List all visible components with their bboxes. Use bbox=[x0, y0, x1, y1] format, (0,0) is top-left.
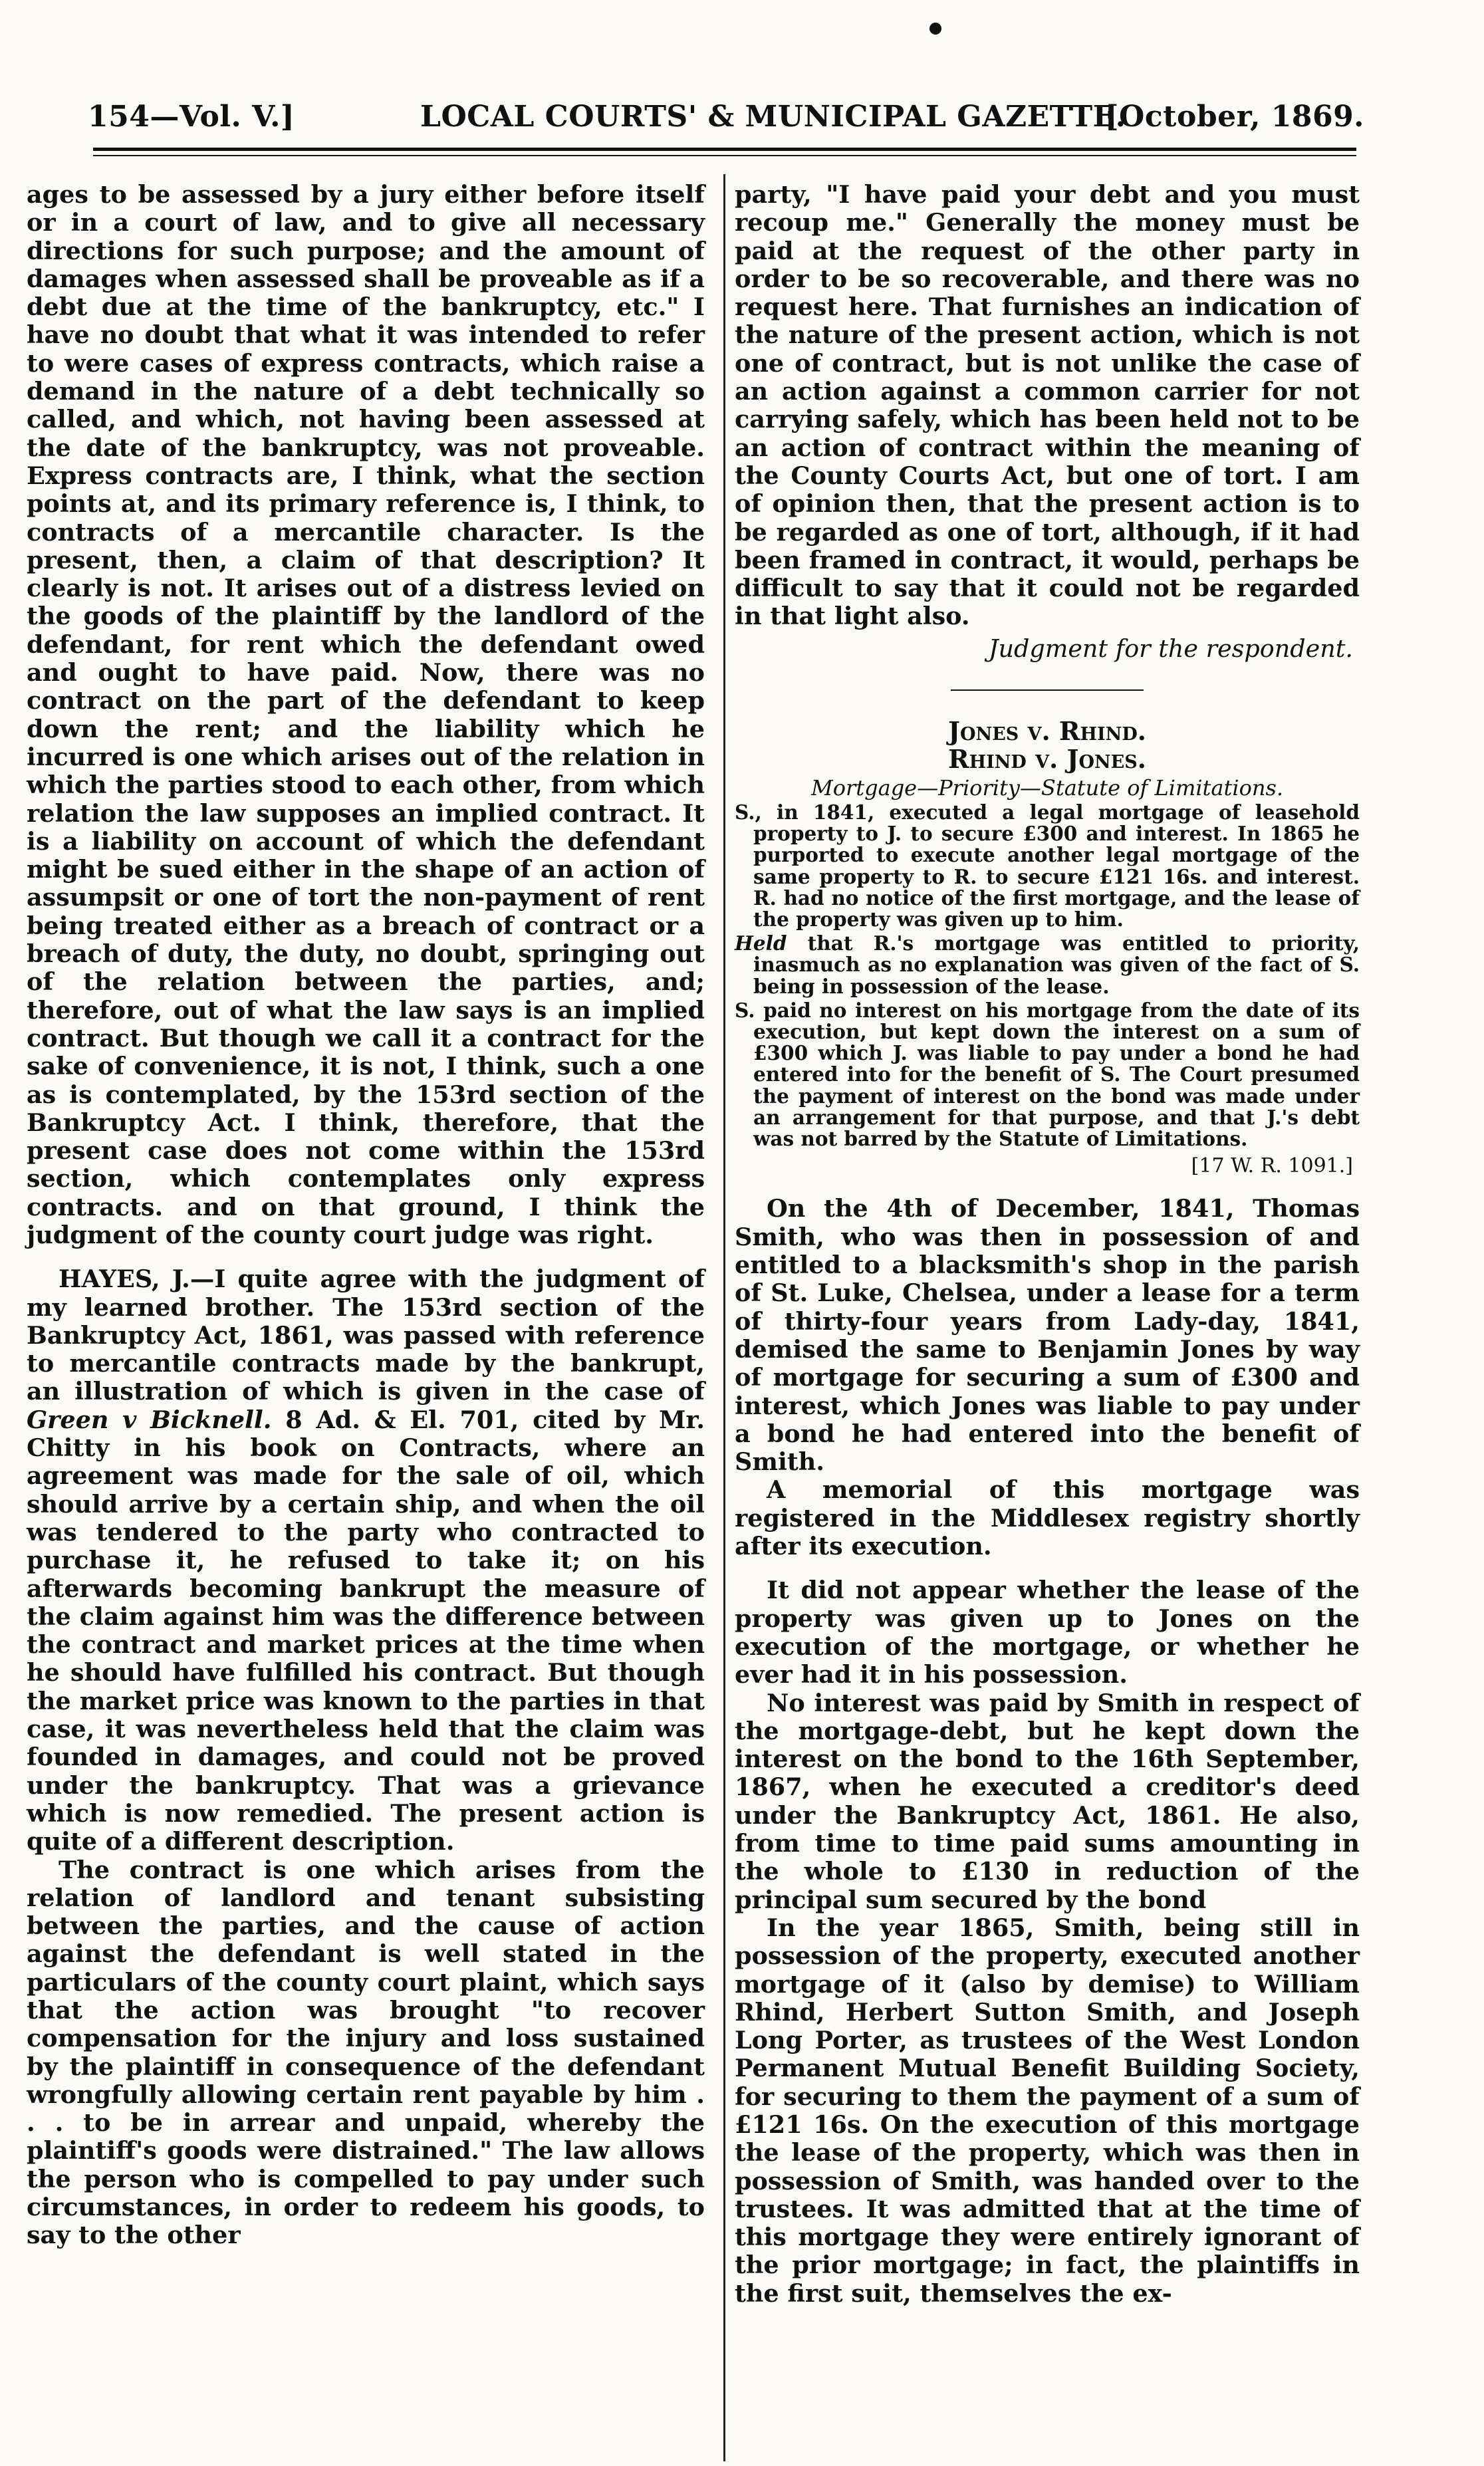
paragraph-text: HAYES, J.—I quite agree with the judgment of my learned brother. The 153rd section of the Bankruptcy Act, 1861, was passed with reference to mercantile contracts made by the bankrupt, an illustration of which is given in the case of bbox=[27, 1265, 705, 1406]
paragraph: On the 4th of December, 1841, Thomas Smith, who was then in possession of and entitled to a blacksmith's shop in the parish of St. Luke, Chelsea, under a lease for a term of thirty-four years from Lady-day, 1841, demised the same to Benjamin Jones by way of mortgage for securing a sum of £300 and interest, which Jones was liable to pay under a bond he had entered into the benefit of Smith. bbox=[735, 1194, 1360, 1477]
right-column bbox=[735, 181, 1360, 2308]
judgment-line: Judgment for the respondent. bbox=[988, 634, 1353, 663]
paragraph-text: 8 Ad. & El. 701, cited by Mr. Chitty in his book on Contracts, where an agreement was made for the sale of oil, which should arrive by a certain ship, and when the oil was tendered to the party who contracted to purchase it, he refused to take it; on his afterwards becoming bankrupt the measure of the claim against him was the difference between the contract and market prices at the time when he should have fulfilled his contract. But though the market price was known to the parties in that case, it was nevertheless held that the claim was founded in damages, and could not be proved under the bankruptcy. That was a grievance which is now remedied. The present action is quite of a different description. bbox=[27, 1405, 705, 1856]
column-divider bbox=[723, 174, 725, 2461]
paragraph: In the year 1865, Smith, being still in possession of the property, executed another mortgage of it (also by demise) to William Rhind, Herbert Sutton Smith, and Joseph Long Porter, as trustees of the West London Permanent Mutual Benefit Building Society, for securing to them the payment of a sum of £121 16s. On the execution of this mortgage the lease of the property, which was then in possession of Smith, was handed over to the trustees. It was admitted that at the time of this mortgage they were entirely ignorant of the prior mortgage; in fact, the plaintiffs in the first suit, themselves the ex- bbox=[735, 1913, 1360, 2308]
report-citation: [17 W. R. 1091.] bbox=[1191, 1154, 1353, 1178]
publication-title: LOCAL COURTS' & MUNICIPAL GAZETTE. bbox=[420, 100, 1126, 134]
case-title: Rhind v. Jones. bbox=[948, 744, 1146, 775]
headnote: S. paid no interest on his mortgage from the date of its execution, but kept down the interest on a sum of £300 which J. was liable to pay under a bond he had entered into for the benefit of S. The Court presumed the payment of interest on the bond was made under an arrangement for that purpose, and that J.'s debt was not barred by the Statute of Limitations. bbox=[735, 998, 1360, 1150]
headnote bbox=[735, 933, 1360, 997]
section-separator bbox=[951, 689, 1144, 691]
paragraph: The contract is one which arises from the relation of landlord and tenant subsisting between the parties, and the cause of action against the defendant is well stated in the particulars of the county court plaint, which says that the action was brought "to recover compensation for the injury and loss sustained by the plaintiff in consequence of the defendant wrongfully allowing certain rent payable by him . . . to be in arrear and unpaid, whereby the plaintiff's goods were distrained." The law allows the person who is compelled to pay under such circumstances, in order to redeem his goods, to say to the other bbox=[27, 1855, 705, 2250]
case-subject: Mortgage—Priority—Statute of Limitations. bbox=[810, 775, 1284, 801]
case-citation: Green v Bicknell. bbox=[27, 1405, 272, 1434]
page-volume: 154—Vol. V.] bbox=[88, 100, 295, 134]
paragraph: party, "I have paid your debt and you must recoup me." Generally the money must be paid at the request of the other party in order to be so recoverable, and there was no request here. That furnishes an indication of the nature of the present action, which is not one of contract, but is not unlike the case of an action against a common carrier for not carrying safely, which has been held not to be an action of contract within the meaning of the County Courts Act, but one of tort. I am of opinion then, that the present action is to be regarded as one of tort, although, if it had been framed in contract, it would, perhaps be difficult to say that it could not be regarded in that light also. bbox=[735, 180, 1360, 631]
paragraph: No interest was paid by Smith in respect of the mortgage-debt, but he kept down the interest on the bond to the 16th September, 1867, when he executed a creditor's deed under the Bankruptcy Act, 1861. He also, from time to time paid sums amounting in the whole to £130 in reduction of the principal sum secured by the bond bbox=[735, 1688, 1360, 1914]
header-rule-thick bbox=[93, 148, 1356, 151]
left-column bbox=[27, 181, 705, 2250]
issue-date: [October, 1869. bbox=[1104, 100, 1364, 134]
held-label: Held bbox=[735, 931, 787, 955]
headnote-text: that R.'s mortgage was entitled to priority, inasmuch as no explanation was given of the fact of S. being in possession of the lease. bbox=[753, 931, 1360, 998]
header-rule-thin bbox=[93, 155, 1356, 156]
paragraph: ages to be assessed by a jury either before itself or in a court of law, and to give all necessary directions for such purpose; and the amount of damages when assessed shall be proveable as if a debt due at the time of the bankruptcy, etc." I have no doubt that what it was intended to refer to were cases of express contracts, which raise a demand in the nature of a debt technically so called, and which, not having been assessed at the date of the bankruptcy, was not proveable. Express contracts are, I think, what the section points at, and its primary reference is, I think, to contracts of a mercantile character. Is the present, then, a claim of that description? It clearly is not. It arises out of a distress levied on the goods of the plaintiff by the landlord of the defendant, for rent which the defendant owed and ought to have paid. Now, there was no contract on the part of the defendant to keep down the rent; and the liability which he incurred is one which arises out of the relation in which the parties stood to each other, from which relation the law supposes an implied contract. It is a liability on account of which the defendant might be sued either in the shape of an action of assumpsit or one of tort the non-payment of rent being treated either as a breach of contract or a breach of duty, the duty, no doubt, springing out of the relation between the parties, and; therefore, out of what the law says is an implied contract. But though we call it a contract for the sake of convenience, it is not, I think, such a one as is contemplated, by the 153rd section of the Bankruptcy Act. I think, therefore, that the present case does not come within the 153rd section, which contemplates only express contracts. and on that ground, I think the judgment of the county court judge was right. bbox=[27, 180, 705, 1249]
case-title: Jones v. Rhind. bbox=[948, 716, 1146, 747]
headnote: S., in 1841, executed a legal mortgage of leasehold property to J. to secure £300 and interest. In 1865 he purported to execute another legal mortgage of the same property to R. to secure £121 16s. and interest. R. had no notice of the first mortgage, and the lease of the property was given up to him. bbox=[735, 800, 1360, 931]
paragraph: A memorial of this mortgage was registered in the Middlesex registry shortly after its execution. bbox=[735, 1475, 1360, 1561]
ink-dot bbox=[929, 23, 941, 35]
paragraph bbox=[27, 1265, 705, 1856]
running-header bbox=[41, 100, 1364, 146]
paragraph: It did not appear whether the lease of the property was given up to Jones on the execution of the mortgage, or whether he ever had it in his possession. bbox=[735, 1576, 1360, 1689]
